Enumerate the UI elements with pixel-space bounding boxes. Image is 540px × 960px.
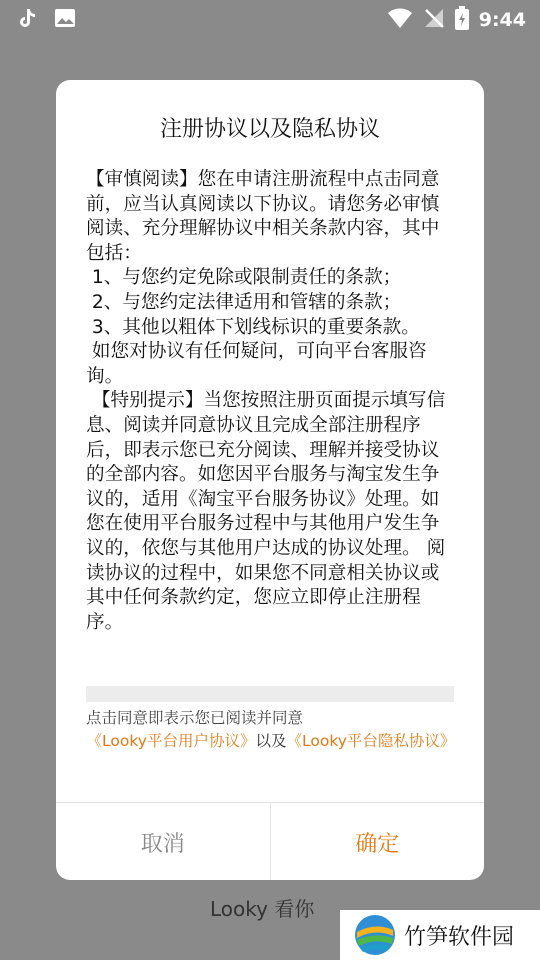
cancel-button[interactable]: 取消 [56, 803, 271, 880]
watermark-badge [340, 910, 540, 960]
bamboo-logo-icon [354, 914, 396, 956]
app-name-text: Looky 看你 [210, 897, 315, 921]
battery-icon [455, 6, 469, 34]
status-bar [0, 0, 540, 36]
privacy-agreement-link[interactable]: 《Looky平台隐私协议》 [286, 732, 456, 750]
watermark-text: 竹笋软件园 [404, 924, 515, 950]
wifi-icon [387, 7, 413, 33]
user-agreement-link[interactable]: 《Looky平台用户协议》 [86, 732, 256, 750]
and-text: 以及 [255, 732, 287, 750]
no-signal-icon [423, 7, 445, 33]
tiktok-icon [18, 8, 36, 32]
agreement-links [86, 730, 456, 752]
image-icon [54, 8, 76, 32]
dialog-title: 注册协议以及隐私协议 [159, 117, 380, 142]
confirm-button[interactable]: 确定 [355, 831, 400, 857]
agreement-dialog [56, 80, 484, 880]
horizontal-scrollbar[interactable] [86, 686, 454, 702]
status-time: 9:44 [478, 9, 526, 31]
consent-notice: 点击同意即表示您已阅读并同意 [86, 709, 304, 727]
dialog-button-row [56, 802, 484, 880]
agreement-body-text[interactable]: 【审慎阅读】您在申请注册流程中点击同意前，应当认真阅读以下协议。请您务必审慎阅读、充分理解协议中相关条款内容，其中包括： 1、与您约定免除或限制责任的条款； 2、与您约定法律适用和管辖的条款； 3、其他以粗体下划线标识的重要条款。 如您对协议有任何疑问，可向平台客服咨询。 【特别提示】当您按照注册页面提示填写信息、阅读并同意协议且完成全部注册程序后，即表示您已充分阅读、理解并接受协议的全部内容。如您因平台服务与淘宝发生争议的，适用《淘宝平台服务协议》处理。如您在使用平台服务过程中与其他用户发生争议的，依您与其他用户达成的协议处理。 阅读协议的过程中，如果您不同意相关协议或其中任何条款约定，您应立即停止注册程序。 [86, 169, 446, 633]
